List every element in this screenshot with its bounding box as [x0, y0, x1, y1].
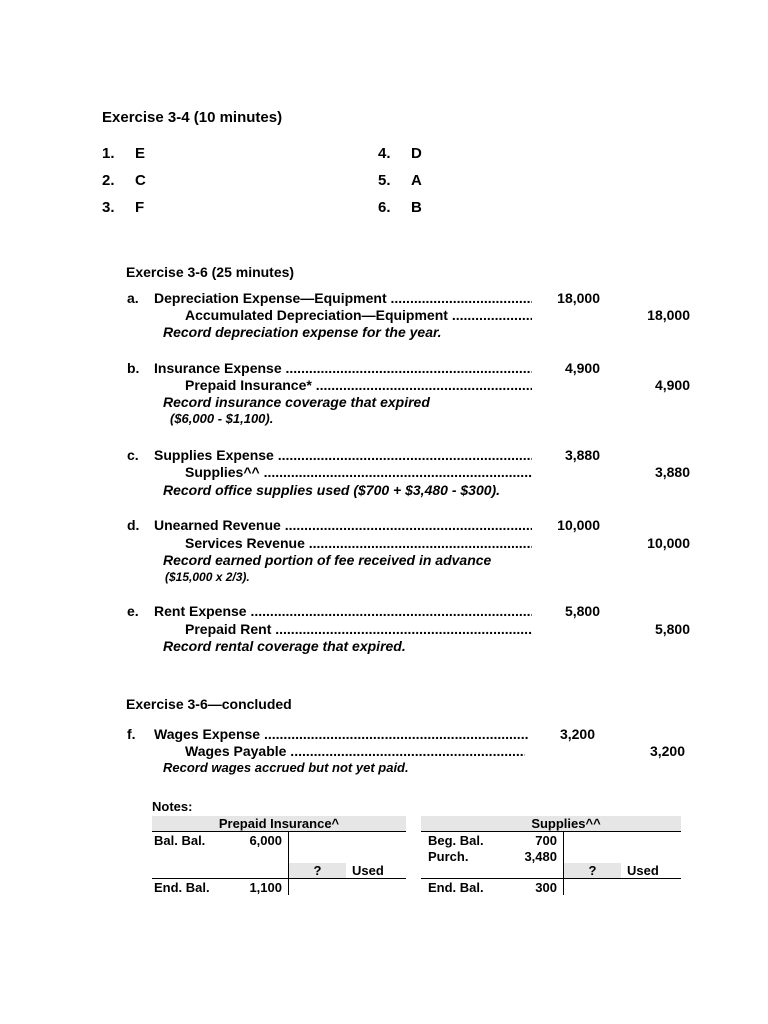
debit-amount: 18,000	[557, 290, 600, 306]
debit-amount: 10,000	[557, 517, 600, 533]
t-account-title: Supplies^^	[531, 816, 601, 831]
t-account-mid-rule	[152, 878, 406, 879]
credit-amount: 10,000	[647, 535, 690, 551]
debit-amount: 5,800	[564, 603, 600, 619]
debit-amount: 3,200	[559, 726, 595, 742]
beginning-balance-value: 700	[535, 833, 557, 848]
answer-number: 4.	[378, 145, 391, 162]
answer-letter: E	[135, 145, 146, 162]
answer-number: 3.	[102, 199, 115, 216]
debit-account: Insurance Expense .....	[154, 360, 532, 376]
debit-amount: 3,880	[564, 447, 600, 463]
entry-label: b.	[127, 360, 140, 376]
t-account-top-rule	[421, 831, 681, 832]
answer-letter: B	[411, 199, 422, 216]
answer-letter: D	[411, 145, 422, 162]
credit-amount: 3,200	[649, 743, 685, 759]
entry-explanation: Record depreciation expense for the year.	[163, 324, 442, 340]
entry-explanation: Record wages accrued but not yet paid.	[163, 760, 409, 775]
entry-label: c.	[127, 447, 139, 463]
credit-account: Services Revenue .....	[185, 535, 532, 551]
answer-number: 5.	[378, 172, 391, 189]
purchases-label: Purch.	[428, 849, 469, 864]
t-account-top-rule	[152, 831, 406, 832]
credit-amount: 4,900	[654, 377, 690, 393]
entry-label: a.	[127, 290, 139, 306]
t-account-mid-rule	[421, 878, 681, 879]
balance-value: 6,000	[249, 833, 282, 848]
used-label: Used	[352, 863, 384, 878]
debit-account: Wages Expense .....	[154, 726, 528, 742]
answer-letter: A	[411, 172, 422, 189]
exercise-3-4-title: Exercise 3-4 (10 minutes)	[102, 109, 283, 126]
credit-amount: 18,000	[647, 307, 690, 323]
end-balance-value: 1,100	[249, 880, 282, 895]
exercise-3-6-concluded-title: Exercise 3-6—concluded	[126, 696, 292, 712]
credit-account: Accumulated Depreciation—Equipment .....	[185, 307, 532, 323]
end-balance-label: End. Bal.	[428, 880, 484, 895]
credit-amount: 3,880	[654, 464, 690, 480]
entry-explanation: Record earned portion of fee received in advance	[163, 552, 492, 568]
entry-label: e.	[127, 603, 139, 619]
debit-account: Unearned Revenue .....	[154, 517, 532, 533]
entry-explanation-detail: ($15,000 x 2/3).	[165, 570, 250, 584]
end-balance-value: 300	[535, 880, 557, 895]
notes-label: Notes:	[152, 799, 193, 814]
debit-amount: 4,900	[564, 360, 600, 376]
answer-number: 6.	[378, 199, 391, 216]
answer-letter: F	[135, 199, 145, 216]
unknown-amount: ?	[313, 863, 322, 878]
used-label: Used	[627, 863, 659, 878]
entry-label: d.	[127, 517, 140, 533]
purchases-value: 3,480	[524, 849, 557, 864]
answer-letter: C	[135, 172, 146, 189]
entry-explanation: Record insurance coverage that expired	[163, 394, 430, 410]
balance-label: Bal. Bal.	[154, 833, 206, 848]
exercise-3-6-title: Exercise 3-6 (25 minutes)	[126, 264, 295, 280]
answer-number: 2.	[102, 172, 115, 189]
credit-account: Supplies^^ .....	[185, 464, 532, 480]
entry-label: f.	[127, 726, 136, 742]
entry-explanation-detail: ($6,000 - $1,100).	[170, 411, 274, 426]
entry-explanation: Record rental coverage that expired.	[163, 638, 406, 654]
t-account-title: Prepaid Insurance^	[218, 816, 340, 831]
debit-account: Depreciation Expense—Equipment .....	[154, 290, 532, 306]
credit-amount: 5,800	[654, 621, 690, 637]
debit-account: Supplies Expense .....	[154, 447, 532, 463]
credit-account: Prepaid Rent .....	[185, 621, 532, 637]
beginning-balance-label: Beg. Bal.	[428, 833, 484, 848]
credit-account: Wages Payable .....	[185, 743, 525, 759]
credit-account: Prepaid Insurance* .....	[185, 377, 532, 393]
answer-number: 1.	[102, 145, 115, 162]
unknown-amount: ?	[588, 863, 597, 878]
entry-explanation: Record office supplies used ($700 + $3,480 - $300).	[163, 482, 501, 498]
end-balance-label: End. Bal.	[154, 880, 210, 895]
debit-account: Rent Expense .....	[154, 603, 532, 619]
